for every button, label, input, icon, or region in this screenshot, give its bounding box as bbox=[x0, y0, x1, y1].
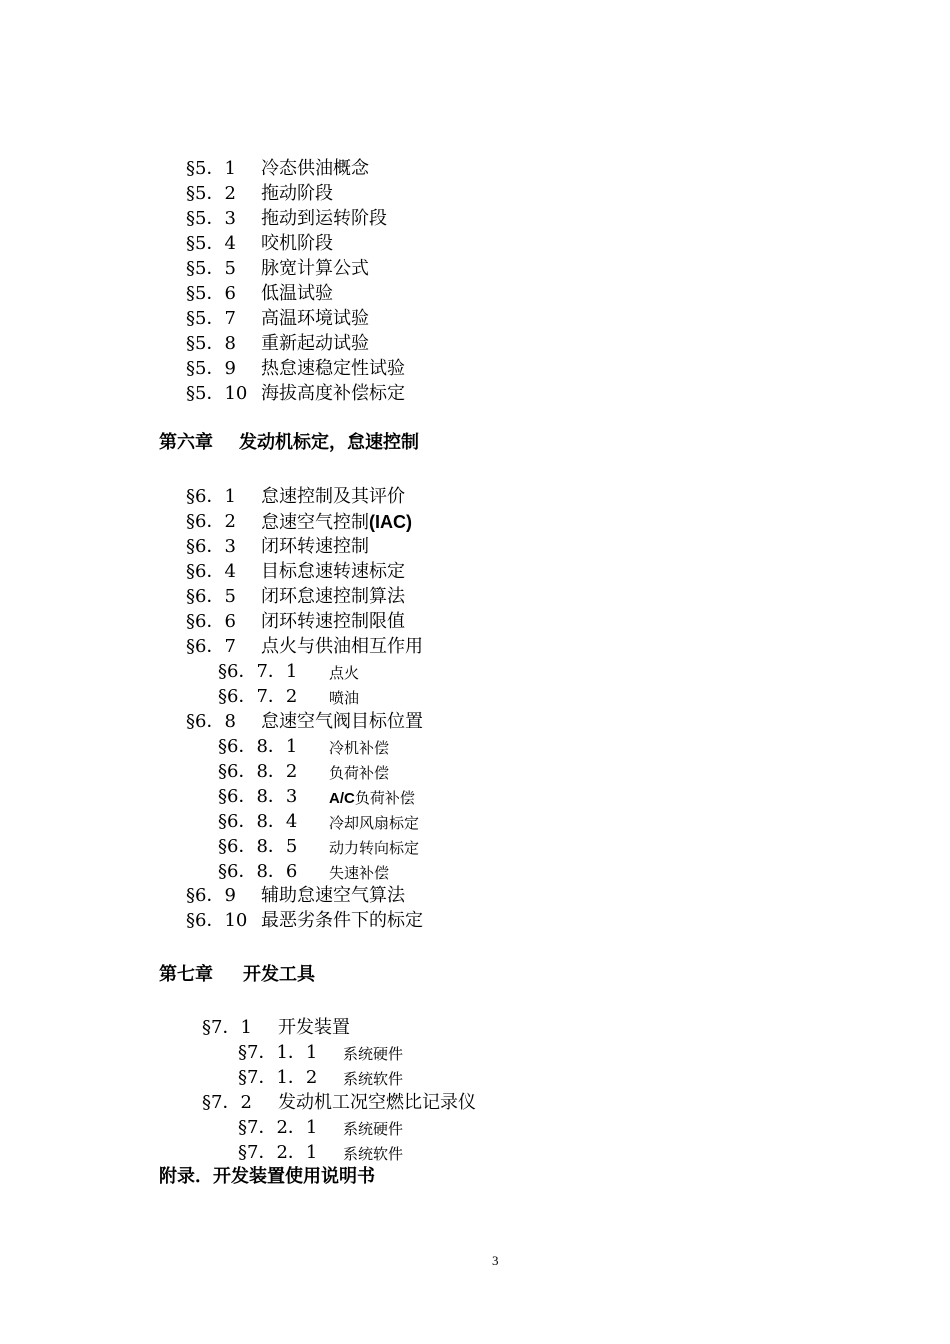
section-title: 怠速空气阀目标位置 bbox=[261, 711, 423, 732]
section-title: 动力转向标定 bbox=[329, 839, 420, 857]
section-number: §6．7．2 bbox=[218, 686, 298, 707]
section-title: 失速补偿 bbox=[329, 864, 390, 882]
section-title: 脉宽计算公式 bbox=[261, 258, 369, 279]
section-number: §7．1．2 bbox=[238, 1067, 318, 1088]
appendix-heading[interactable]: 附录．开发装置使用说明书 bbox=[159, 1166, 375, 1187]
section-title-text: 负荷补偿 bbox=[354, 789, 415, 807]
section-number: §6．2 bbox=[186, 511, 236, 532]
section-number: §6．7 bbox=[186, 636, 236, 657]
section-title: 喷油 bbox=[329, 689, 360, 707]
section-number: §5．6 bbox=[186, 283, 236, 304]
section-number: §5．8 bbox=[186, 333, 236, 354]
section-title: 点火与供油相互作用 bbox=[261, 636, 423, 657]
section-number: §5．3 bbox=[186, 208, 236, 229]
section-number: §6．8．1 bbox=[218, 736, 298, 757]
section-title: 系统软件 bbox=[343, 1145, 404, 1163]
section-number: §5．5 bbox=[186, 258, 236, 279]
section-number: §6．5 bbox=[186, 586, 236, 607]
section-number: §6．10 bbox=[186, 910, 248, 931]
section-title bbox=[261, 513, 412, 532]
section-title: 发动机工况空燃比记录仪 bbox=[278, 1092, 476, 1113]
section-title: 重新起动试验 bbox=[261, 333, 369, 354]
chapter-label: 第七章 bbox=[159, 964, 213, 985]
section-title: 系统硬件 bbox=[343, 1120, 404, 1138]
section-title: 拖动到运转阶段 bbox=[261, 208, 387, 229]
section-title: 海拔高度补偿标定 bbox=[261, 383, 405, 404]
section-number: §5．4 bbox=[186, 233, 236, 254]
section-title: 负荷补偿 bbox=[329, 764, 390, 782]
section-number: §5．1 bbox=[186, 158, 236, 179]
section-number: §7．2．1 bbox=[238, 1142, 318, 1163]
section-title: 咬机阶段 bbox=[261, 233, 333, 254]
section-title: 点火 bbox=[329, 664, 360, 682]
chapter-title: 开发工具 bbox=[243, 964, 315, 985]
section-title: 开发装置 bbox=[278, 1017, 350, 1038]
section-number: §6．8．5 bbox=[218, 836, 298, 857]
section-title: 高温环境试验 bbox=[261, 308, 369, 329]
section-title: 系统软件 bbox=[343, 1070, 404, 1088]
section-number: §7．2 bbox=[202, 1092, 252, 1113]
section-number: §6．8．4 bbox=[218, 811, 298, 832]
section-title-abbrev: A/C bbox=[329, 790, 355, 807]
section-number: §7．2．1 bbox=[238, 1117, 318, 1138]
section-title-abbrev: (IAC) bbox=[369, 512, 412, 532]
section-number: §5．2 bbox=[186, 183, 236, 204]
section-number: §6．1 bbox=[186, 486, 236, 507]
section-number: §5．7 bbox=[186, 308, 236, 329]
section-number: §6．8 bbox=[186, 711, 236, 732]
section-title: 怠速控制及其评价 bbox=[261, 486, 405, 507]
section-number: §6．8．3 bbox=[218, 786, 298, 807]
section-title: 拖动阶段 bbox=[261, 183, 333, 204]
section-number: §6．9 bbox=[186, 885, 236, 906]
section-title: 最恶劣条件下的标定 bbox=[261, 910, 423, 931]
section-title-text: 怠速空气控制 bbox=[261, 512, 369, 533]
section-number: §5．10 bbox=[186, 383, 248, 404]
section-number: §6．8．2 bbox=[218, 761, 298, 782]
section-number: §7．1．1 bbox=[238, 1042, 318, 1063]
section-title: 冷却风扇标定 bbox=[329, 814, 420, 832]
section-title: 热怠速稳定性试验 bbox=[261, 358, 405, 379]
section-number: §6．8．6 bbox=[218, 861, 298, 882]
section-title: 冷机补偿 bbox=[329, 739, 390, 757]
section-number: §5．9 bbox=[186, 358, 236, 379]
chapter-title: 发动机标定，怠速控制 bbox=[239, 432, 419, 453]
section-title: 闭环怠速控制算法 bbox=[261, 586, 405, 607]
section-title: 冷态供油概念 bbox=[261, 158, 369, 179]
section-number: §6．4 bbox=[186, 561, 236, 582]
section-title: 目标怠速转速标定 bbox=[261, 561, 405, 582]
section-title: 低温试验 bbox=[261, 283, 333, 304]
section-title: 闭环转速控制限值 bbox=[261, 611, 405, 632]
section-title: 闭环转速控制 bbox=[261, 536, 369, 557]
section-title bbox=[329, 791, 415, 806]
page-number: 3 bbox=[492, 1253, 499, 1268]
section-title: 系统硬件 bbox=[343, 1045, 404, 1063]
section-number: §6．6 bbox=[186, 611, 236, 632]
section-title: 辅助怠速空气算法 bbox=[261, 885, 405, 906]
chapter-label: 第六章 bbox=[159, 432, 213, 453]
section-number: §7．1 bbox=[202, 1017, 252, 1038]
section-number: §6．7．1 bbox=[218, 661, 298, 682]
section-number: §6．3 bbox=[186, 536, 236, 557]
